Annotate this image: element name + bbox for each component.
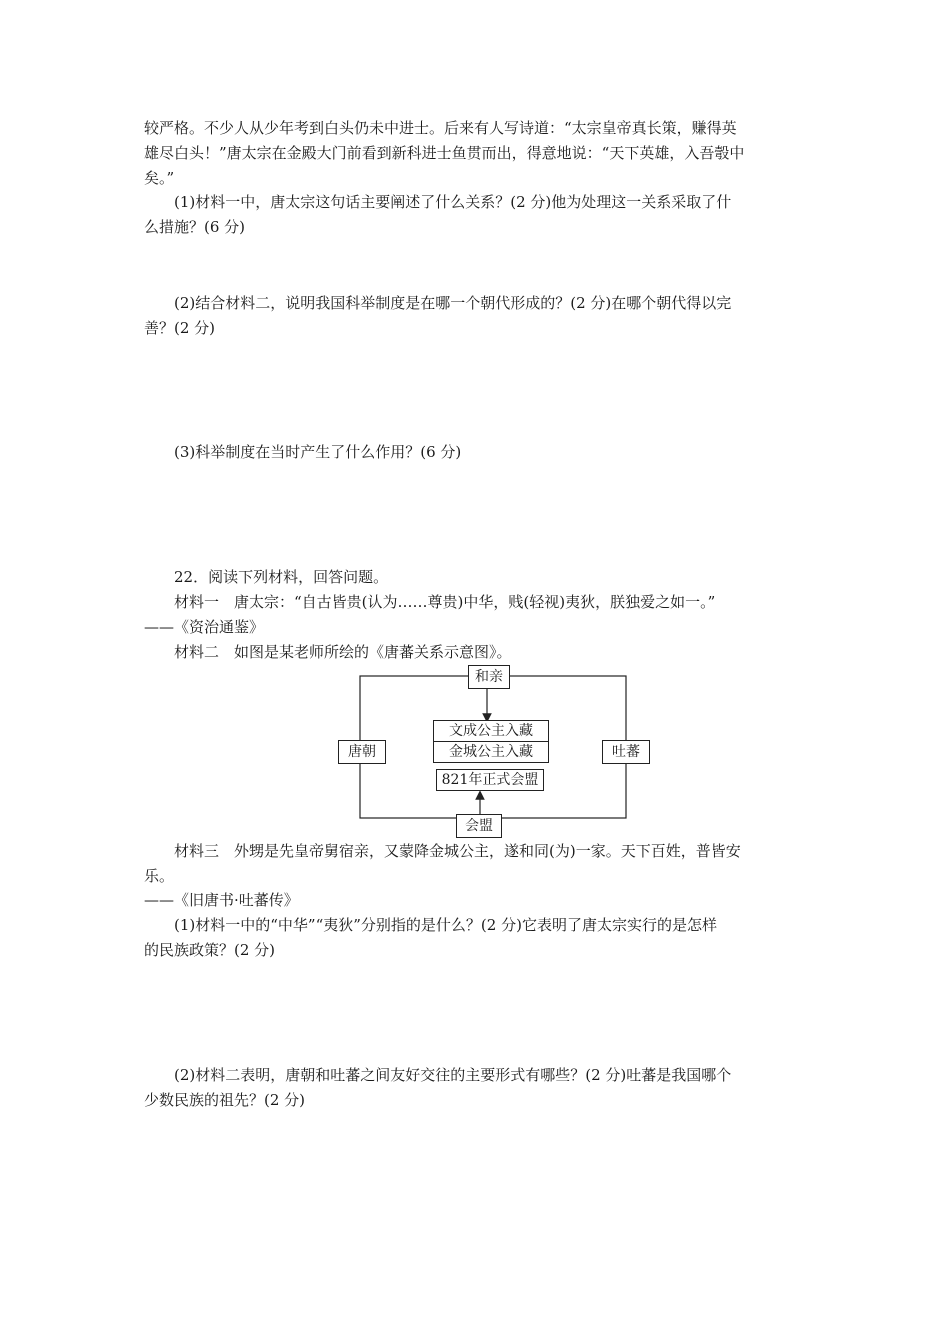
diagram-center-box-2: 金城公主入藏 [433, 741, 549, 763]
q22-material-1-source: ——《资治通鉴》 [144, 618, 265, 636]
q22-sub2-line-2: 少数民族的祖先？(2 分) [144, 1091, 306, 1109]
diagram-left-box: 唐朝 [338, 740, 386, 764]
diagram-center-box-1: 文成公主入藏 [433, 720, 549, 742]
q22-material-1: 材料一 唐太宗：“自古皆贵(认为……尊贵)中华，贱(轻视)夷狄，朕独爱之如一。” [174, 593, 716, 611]
q21-sub2-line-2: 善？(2 分) [144, 319, 216, 337]
q22-sub1-line-2: 的民族政策？(2 分) [144, 941, 276, 959]
q22-material-3-source: ——《旧唐书·吐蕃传》 [144, 891, 299, 909]
diagram-top-box: 和亲 [468, 665, 510, 689]
q21-sub1-line-2: 么措施？(6 分) [144, 218, 246, 236]
q22-intro: 22．阅读下列材料，回答问题。 [174, 568, 389, 586]
q21-sub2-line-1: (2)结合材料二，说明我国科举制度是在哪一个朝代形成的？(2 分)在哪个朝代得以完 [174, 294, 732, 312]
prev-material-line-2: 雄尽白头！”唐太宗在金殿大门前看到新科进士鱼贯而出，得意地说：“天下英雄，入吾彀中 [144, 144, 745, 162]
q21-sub3: (3)科举制度在当时产生了什么作用？(6 分) [174, 443, 462, 461]
q22-material-2: 材料二 如图是某老师所绘的《唐蕃关系示意图》。 [174, 643, 512, 661]
q22-material-3-line-2: 乐。 [144, 867, 175, 885]
diagram-bottom-box: 会盟 [456, 814, 502, 838]
q22-sub2-line-1: (2)材料二表明，唐朝和吐蕃之间友好交往的主要形式有哪些？(2 分)吐蕃是我国哪个 [174, 1066, 732, 1084]
prev-material-line-3: 矣。” [144, 169, 175, 187]
diagram-center-box-3: 821年正式会盟 [436, 769, 544, 791]
prev-material-line-1: 较严格。不少人从少年考到白头仍未中进士。后来有人写诗道：“太宗皇帝真长策，赚得英 [144, 119, 737, 137]
q22-sub1-line-1: (1)材料一中的“中华”“夷狄”分别指的是什么？(2 分)它表明了唐太宗实行的是怎样 [174, 916, 717, 934]
q21-sub1-line-1: (1)材料一中，唐太宗这句话主要阐述了什么关系？(2 分)他为处理这一关系采取了什 [174, 193, 732, 211]
q22-material-3-line-1: 材料三 外甥是先皇帝舅宿亲，又蒙降金城公主，遂和同(为)一家。天下百姓，普皆安 [174, 842, 741, 860]
diagram-right-box: 吐蕃 [602, 740, 650, 764]
